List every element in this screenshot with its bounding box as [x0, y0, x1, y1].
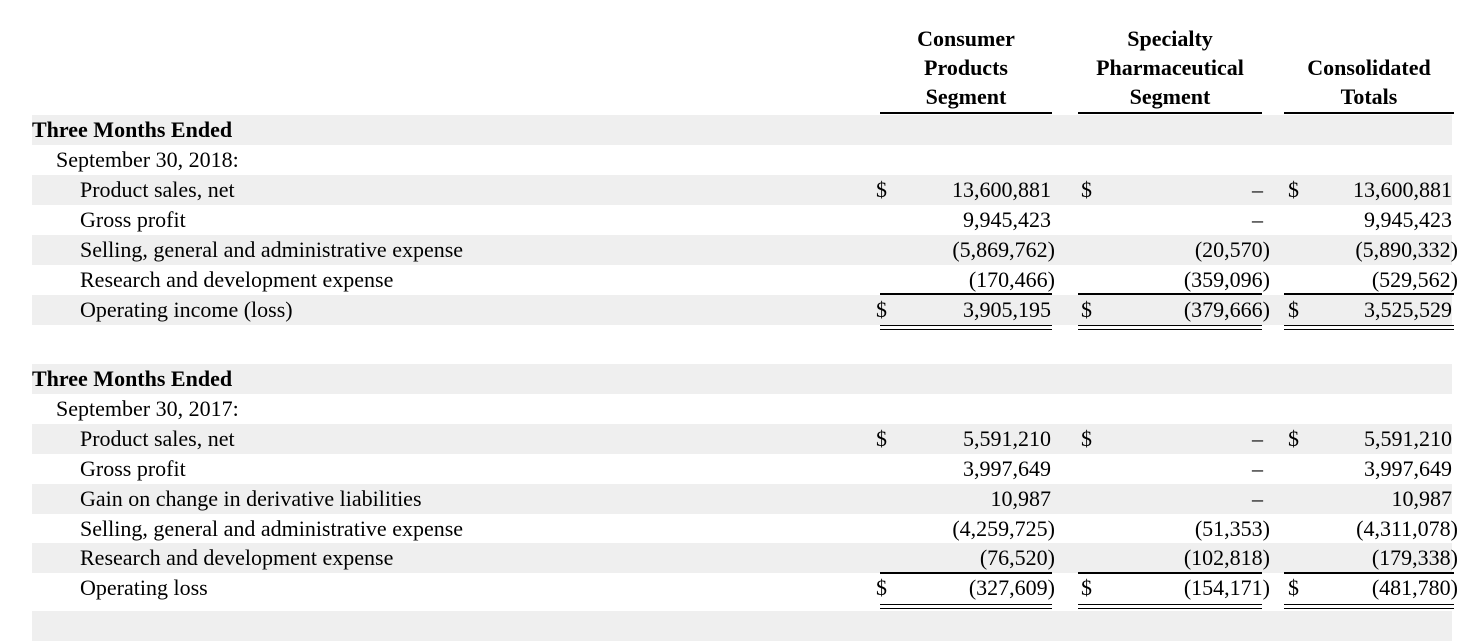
dollar-sign: $ — [876, 575, 887, 600]
row-label: Gain on change in derivative liabilities — [80, 486, 422, 511]
header-line: Pharmaceutical — [1096, 55, 1244, 80]
consumer-value: (76,520) — [979, 545, 1055, 570]
header-underline-consumer — [880, 112, 1052, 114]
table-row — [32, 573, 1458, 603]
specialty-value: – — [1252, 486, 1263, 511]
dollar-sign: $ — [1081, 177, 1092, 202]
dollar-sign: $ — [876, 177, 887, 202]
header-consumer-products-segment — [880, 24, 1052, 111]
total-value: (179,338) — [1371, 545, 1458, 570]
dollar-sign: $ — [1288, 426, 1299, 451]
row-label: Operating income (loss) — [80, 297, 293, 322]
consumer-value: 9,945,423 — [963, 207, 1051, 232]
header-line: Segment — [925, 84, 1007, 109]
section-title-row — [32, 115, 1452, 145]
row-label: Operating loss — [80, 575, 208, 600]
trailing-shaded-row — [32, 611, 1452, 641]
dollar-sign: $ — [1081, 575, 1092, 600]
total-double-underline-consolidated — [1284, 604, 1454, 609]
consumer-value: 3,997,649 — [963, 456, 1051, 481]
table-row — [32, 295, 1452, 325]
consumer-value: (5,869,762) — [952, 237, 1055, 262]
table-row — [32, 484, 1452, 514]
section-date-row — [32, 145, 1452, 175]
dollar-sign: $ — [1288, 297, 1299, 322]
section-title-row — [32, 364, 1452, 394]
dollar-sign: $ — [876, 297, 887, 322]
header-line: Specialty — [1127, 26, 1213, 51]
consumer-value: 13,600,881 — [952, 177, 1051, 202]
total-value: (5,890,332) — [1355, 237, 1458, 262]
table-row — [32, 235, 1458, 265]
total-double-underline-specialty — [1078, 325, 1262, 330]
header-underline-consolidated — [1284, 112, 1454, 114]
dollar-sign: $ — [1288, 575, 1299, 600]
total-double-underline-consolidated — [1284, 325, 1454, 330]
consumer-value: (327,609) — [968, 575, 1055, 600]
specialty-value: – — [1252, 426, 1263, 451]
dollar-sign: $ — [1081, 426, 1092, 451]
table-row — [32, 205, 1452, 235]
header-line: Totals — [1340, 84, 1398, 109]
total-value: 3,525,529 — [1364, 297, 1452, 322]
section-date: September 30, 2017: — [56, 396, 239, 421]
section-title: Three Months Ended — [32, 117, 233, 142]
specialty-value: (102,818) — [1183, 545, 1270, 570]
table-row — [32, 175, 1452, 205]
row-label: Selling, general and administrative expense — [80, 516, 464, 541]
total-value: 5,591,210 — [1364, 426, 1452, 451]
specialty-value: – — [1252, 207, 1263, 232]
header-line: Consumer — [917, 26, 1015, 51]
specialty-value: (359,096) — [1183, 267, 1270, 292]
row-label: Gross profit — [80, 207, 186, 232]
header-line: Consolidated — [1307, 55, 1431, 80]
header-specialty-pharmaceutical-segment — [1078, 24, 1262, 111]
section-date: September 30, 2018: — [56, 147, 239, 172]
table-row — [32, 424, 1452, 454]
consumer-value: (4,259,725) — [952, 516, 1055, 541]
total-value: 10,987 — [1391, 486, 1452, 511]
section-title: Three Months Ended — [32, 366, 233, 391]
dollar-sign: $ — [876, 426, 887, 451]
total-value: (4,311,078) — [1356, 516, 1458, 541]
specialty-value: – — [1252, 456, 1263, 481]
table-row — [32, 454, 1452, 484]
total-value: 13,600,881 — [1353, 177, 1452, 202]
row-label: Gross profit — [80, 456, 186, 481]
table-row — [32, 543, 1458, 573]
consumer-value: 3,905,195 — [963, 297, 1051, 322]
consumer-value: (170,466) — [968, 267, 1055, 292]
dollar-sign: $ — [1081, 297, 1092, 322]
row-label: Research and development expense — [80, 267, 394, 292]
consumer-value: 10,987 — [990, 486, 1051, 511]
specialty-value: (379,666) — [1183, 297, 1270, 322]
total-double-underline-consumer — [880, 325, 1052, 330]
row-label: Research and development expense — [80, 545, 394, 570]
table-row — [32, 265, 1458, 295]
header-line: Products — [924, 55, 1008, 80]
row-label: Selling, general and administrative expense — [80, 237, 464, 262]
header-line: Segment — [1129, 84, 1211, 109]
section-date-row — [32, 394, 1452, 424]
total-value: 3,997,649 — [1364, 456, 1452, 481]
specialty-value: – — [1252, 177, 1263, 202]
total-value: 9,945,423 — [1364, 207, 1452, 232]
total-value: (481,780) — [1371, 575, 1458, 600]
total-double-underline-consumer — [880, 604, 1052, 609]
row-label: Product sales, net — [80, 177, 235, 202]
consumer-value: 5,591,210 — [963, 426, 1051, 451]
dollar-sign: $ — [1288, 177, 1299, 202]
header-consolidated-totals — [1284, 53, 1454, 111]
total-value: (529,562) — [1371, 267, 1458, 292]
row-label: Product sales, net — [80, 426, 235, 451]
header-underline-specialty — [1078, 112, 1262, 114]
total-double-underline-specialty — [1078, 604, 1262, 609]
specialty-value: (51,353) — [1194, 516, 1270, 541]
table-row — [32, 514, 1458, 544]
specialty-value: (20,570) — [1194, 237, 1270, 262]
specialty-value: (154,171) — [1183, 575, 1270, 600]
